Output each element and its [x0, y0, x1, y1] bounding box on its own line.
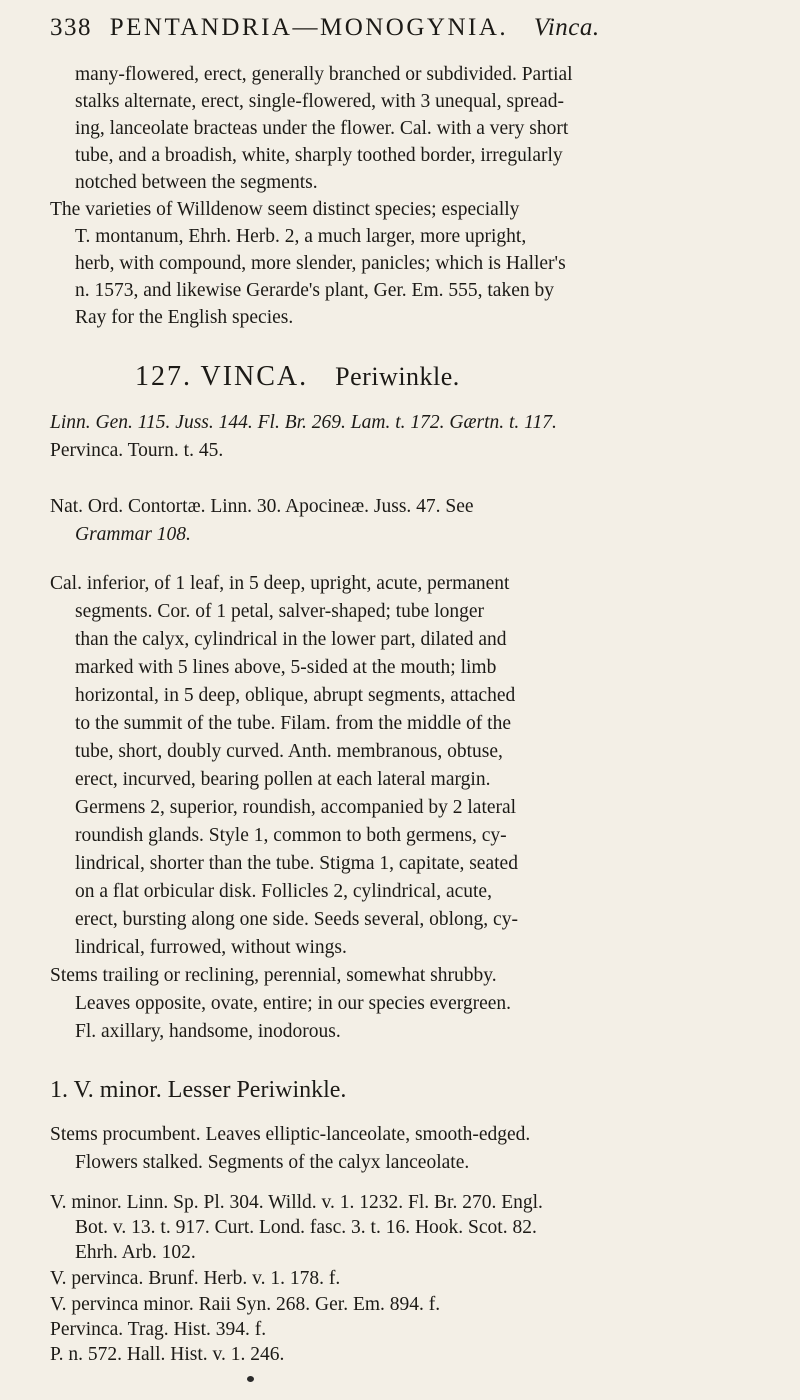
text-line: erect, bursting along one side. Seeds several, oblong, cy- — [75, 909, 518, 930]
text-line: n. 1573, and likewise Gerarde's plant, Ger. Em. 555, taken by — [75, 280, 554, 301]
text-line: erect, incurved, bearing pollen at each lateral margin. — [75, 769, 491, 790]
genus-number-name: 127. VINCA. — [135, 361, 309, 392]
text-line: herb, with compound, more slender, panicles; which is Haller's — [75, 253, 566, 274]
text-line: Leaves opposite, ovate, entire; in our species evergreen. — [75, 993, 512, 1014]
text-line: to the summit of the tube. Filam. from the middle of the — [75, 713, 511, 734]
text-line: tube, and a broadish, white, sharply toothed border, irregularly — [75, 145, 563, 166]
text-line: lindrical, shorter than the tube. Stigma 1, capitate, seated — [75, 853, 518, 874]
text-line: Ehrh. Arb. 102. — [75, 1242, 196, 1263]
text-line: Linn. Gen. 115. Juss. 144. Fl. Br. 269. Lam. t. 172. Gærtn. t. 117. — [50, 412, 557, 433]
text-line: Stems procumbent. Leaves elliptic-lanceolate, smooth-edged. — [50, 1124, 531, 1145]
text-line: V. pervinca minor. Raii Syn. 268. Ger. Em. 894. f. — [50, 1294, 441, 1315]
text-line: T. montanum, Ehrh. Herb. 2, a much larger, more upright, — [75, 226, 527, 247]
text-line: lindrical, furrowed, without wings. — [75, 937, 347, 958]
species-heading: 1. V. minor. Lesser Periwinkle. — [50, 1077, 347, 1103]
text-line: Bot. v. 13. t. 917. Curt. Lond. fasc. 3. t. 16. Hook. Scot. 82. — [75, 1217, 537, 1238]
text-line: V. pervinca. Brunf. Herb. v. 1. 178. f. — [50, 1268, 341, 1289]
running-genus: Vinca. — [533, 14, 600, 41]
genus-heading — [135, 360, 460, 394]
text-line: Pervinca. Trag. Hist. 394. f. — [50, 1319, 267, 1340]
ink-spot — [247, 1376, 254, 1382]
text-line: stalks alternate, erect, single-flowered, with 3 unequal, spread- — [75, 91, 564, 112]
text-line: Stems trailing or reclining, perennial, somewhat shrubby. — [50, 965, 497, 986]
text-line: segments. Cor. of 1 petal, salver-shaped; tube longer — [75, 601, 485, 622]
text-line: horizontal, in 5 deep, oblique, abrupt segments, attached — [75, 685, 516, 706]
text-line: Cal. inferior, of 1 leaf, in 5 deep, upright, acute, permanent — [50, 573, 510, 594]
text-line: notched between the segments. — [75, 172, 318, 193]
text-line: marked with 5 lines above, 5-sided at the mouth; limb — [75, 657, 497, 678]
text-line: Nat. Ord. Contortæ. Linn. 30. Apocineæ. Juss. 47. See — [50, 496, 474, 517]
genus-common-name: Periwinkle. — [335, 362, 460, 391]
text-line: The varieties of Willdenow seem distinct species; especially — [50, 199, 520, 220]
text-line: Ray for the English species. — [75, 307, 294, 328]
text-line: Grammar 108. — [75, 524, 191, 545]
text-line: V. minor. Linn. Sp. Pl. 304. Willd. v. 1. 1232. Fl. Br. 270. Engl. — [50, 1192, 543, 1213]
text-line: Germens 2, superior, roundish, accompanied by 2 lateral — [75, 797, 517, 818]
text-line: Fl. axillary, handsome, inodorous. — [75, 1021, 341, 1042]
text-line: roundish glands. Style 1, common to both germens, cy- — [75, 825, 507, 846]
running-header — [50, 14, 780, 42]
text-line: than the calyx, cylindrical in the lower part, dilated and — [75, 629, 507, 650]
running-title: PENTANDRIA—MONOGYNIA. — [109, 14, 509, 41]
page-number: 338 — [50, 14, 92, 41]
text-line: Pervinca. Tourn. t. 45. — [50, 440, 224, 461]
text-line: many-flowered, erect, generally branched or subdivided. Partial — [75, 64, 573, 85]
text-line: ing, lanceolate bracteas under the flower. Cal. with a very short — [75, 118, 569, 139]
text-line: Flowers stalked. Segments of the calyx lanceolate. — [75, 1152, 470, 1173]
text-line: P. n. 572. Hall. Hist. v. 1. 246. — [50, 1344, 285, 1365]
text-line: tube, short, doubly curved. Anth. membranous, obtuse, — [75, 741, 503, 762]
text-line: on a flat orbicular disk. Follicles 2, cylindrical, acute, — [75, 881, 492, 902]
